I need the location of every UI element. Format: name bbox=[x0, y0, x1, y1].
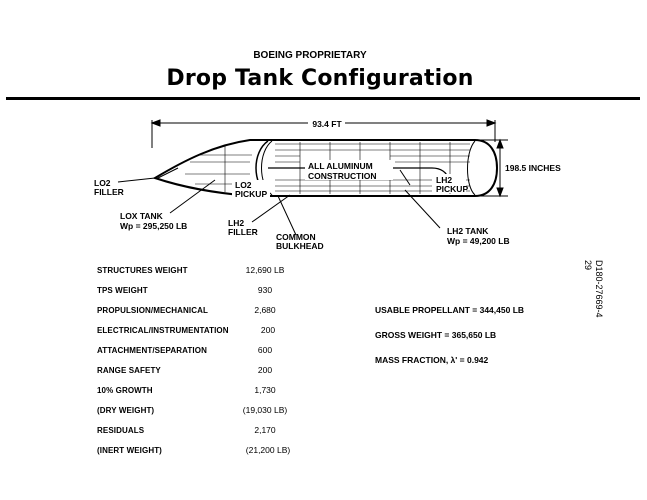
page-number: 29 bbox=[583, 260, 593, 271]
drop-tank-diagram bbox=[0, 100, 647, 265]
weight-name: ELECTRICAL/INSTRUMENTATION bbox=[97, 326, 229, 335]
weight-value: 930 bbox=[257, 285, 273, 295]
weight-name: ATTACHMENT/SEPARATION bbox=[97, 346, 207, 355]
mass-fraction: MASS FRACTION, λ' = 0.942 bbox=[375, 355, 489, 365]
weight-name: RESIDUALS bbox=[97, 426, 145, 435]
document-number bbox=[583, 260, 604, 318]
document-id: D180-27669-4 bbox=[594, 260, 604, 318]
lo2-filler-label: LO2 FILLER bbox=[94, 178, 124, 197]
weight-value: 200 bbox=[260, 325, 276, 335]
lo2-pickup-label: LO2 PICKUP bbox=[235, 180, 268, 199]
weight-value: 1,730 bbox=[254, 385, 276, 395]
weight-name: (DRY WEIGHT) bbox=[97, 406, 155, 415]
length-label: 93.4 FT bbox=[312, 119, 342, 129]
weight-name: TPS WEIGHT bbox=[97, 286, 148, 295]
lox-tank-label: LOX TANK Wp = 295,250 LB bbox=[120, 211, 188, 231]
weight-value: (19,030 LB) bbox=[242, 405, 288, 415]
lh2-tank-label: LH2 TANK Wp = 49,200 LB bbox=[447, 226, 510, 246]
weight-value: (21,200 LB) bbox=[245, 445, 291, 455]
gross-weight: GROSS WEIGHT = 365,650 LB bbox=[375, 330, 497, 340]
proprietary-notice: BOEING PROPRIETARY bbox=[253, 50, 367, 61]
diameter-label: 198.5 INCHES bbox=[505, 163, 561, 173]
lh2-pickup-label: LH2 PICKUP bbox=[436, 175, 469, 194]
usable-propellant: USABLE PROPELLANT = 344,450 LB bbox=[375, 305, 525, 315]
common-bulkhead-label: COMMON BULKHEAD bbox=[276, 232, 324, 251]
weight-value: 200 bbox=[257, 365, 273, 375]
weight-value: 12,690 LB bbox=[245, 265, 285, 275]
weight-name: 10% GROWTH bbox=[97, 386, 153, 395]
lh2-filler-label: LH2 FILLER bbox=[228, 218, 258, 237]
weight-value: 600 bbox=[257, 345, 273, 355]
construction-label: ALL ALUMINUM CONSTRUCTION bbox=[308, 161, 377, 181]
weight-name: PROPULSION/MECHANICAL bbox=[97, 306, 208, 315]
diameter-dimension bbox=[480, 140, 508, 196]
weight-name: (INERT WEIGHT) bbox=[97, 446, 162, 455]
weight-name: RANGE SAFETY bbox=[97, 366, 161, 375]
weight-value: 2,170 bbox=[254, 425, 276, 435]
weight-value: 2,680 bbox=[254, 305, 276, 315]
weight-name: STRUCTURES WEIGHT bbox=[97, 266, 188, 275]
page-title: Drop Tank Configuration bbox=[166, 66, 474, 91]
